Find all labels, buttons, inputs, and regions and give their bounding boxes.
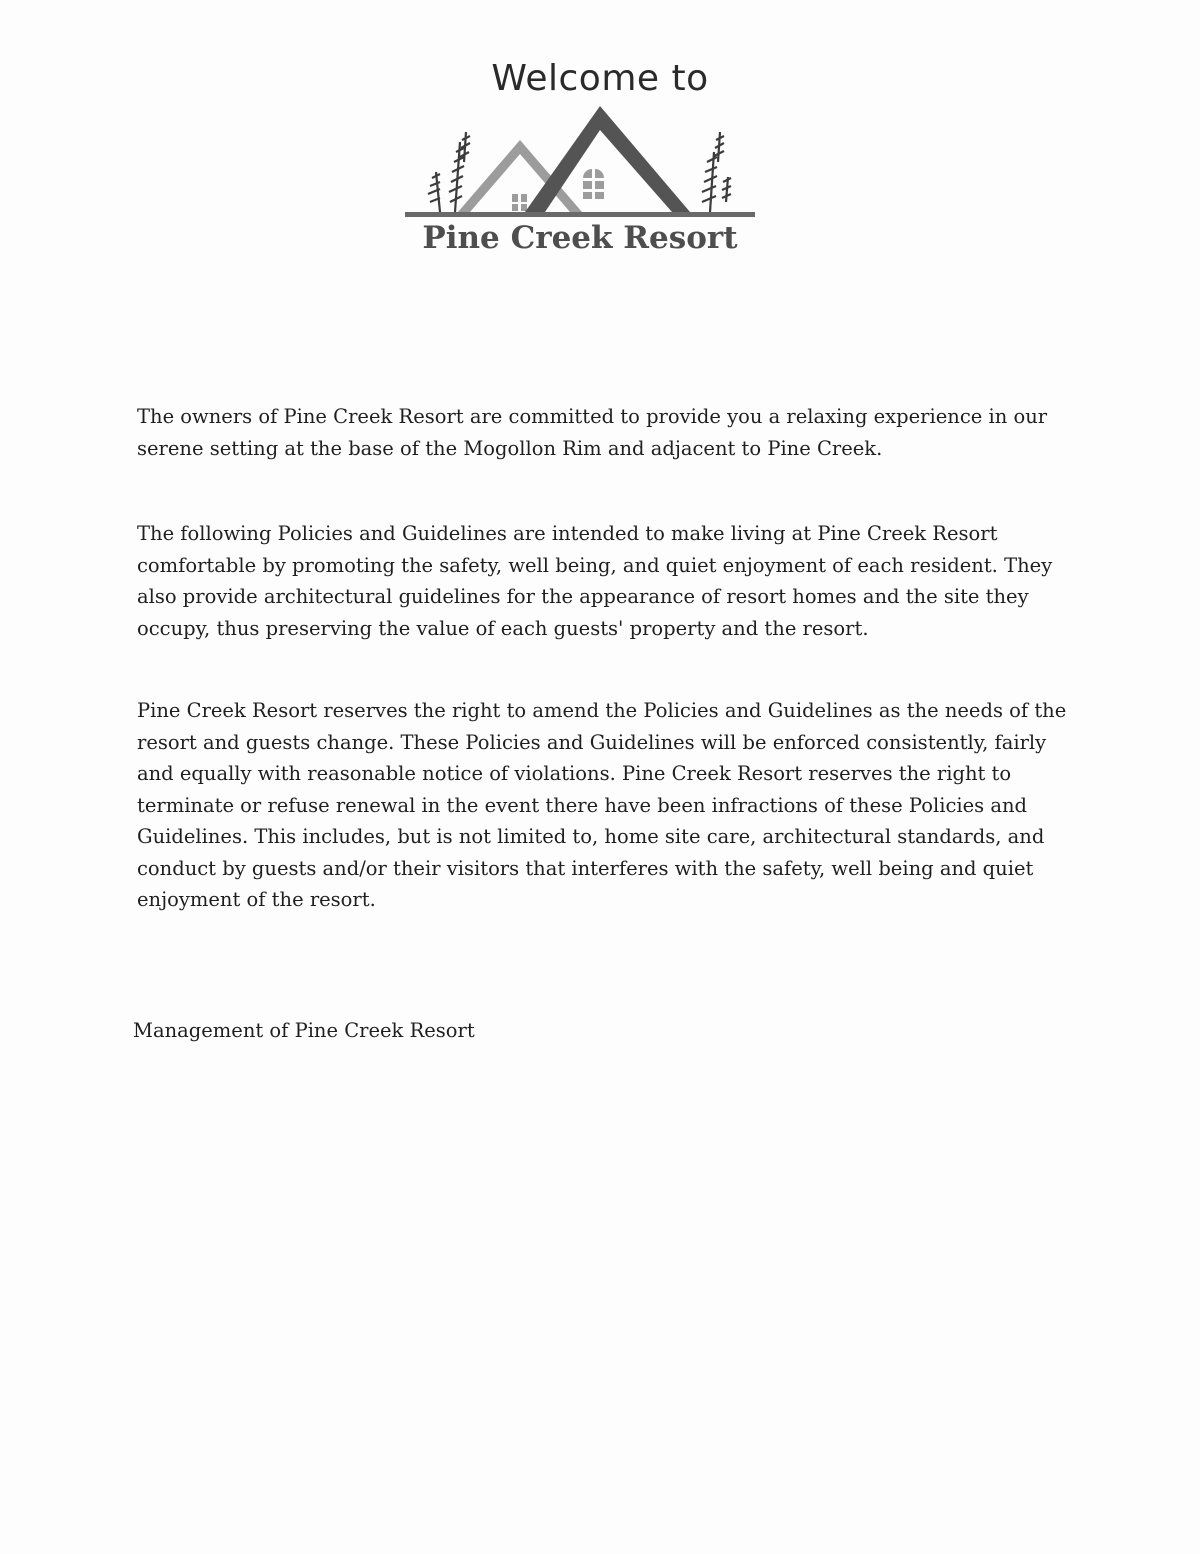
logo-right-trees <box>702 132 731 212</box>
logo-left-trees <box>428 132 470 212</box>
intro-paragraph: The owners of Pine Creek Resort are committed to provide you a relaxing experience in our serene setting at the base of the Mogollon Rim and adjacent to Pine Creek. <box>137 405 1048 460</box>
logo-large-roof <box>525 106 690 212</box>
signature: Management of Pine Creek Resort <box>133 1019 475 1042</box>
brand-name: Pine Creek Resort <box>422 220 738 256</box>
logo-small-window <box>512 194 527 211</box>
welcome-heading: Welcome to <box>491 58 709 99</box>
logo-ground-line <box>405 212 755 217</box>
policies-paragraph: The following Policies and Guidelines are intended to make living at Pine Creek Resort comfortable by promoting the safety, well being, and quiet enjoyment of each resident. They also provide architectural guidelines for the appearance of resort homes and the site they occupy, thus preserving the value of each guests' property and the resort. <box>137 522 1053 640</box>
resort-logo-icon <box>400 102 760 227</box>
amendments-paragraph: Pine Creek Resort reserves the right to amend the Policies and Guidelines as the needs of the resort and guests change. These Policies and Guidelines will be enforced consistently, fairly and equally with reasonable notice of violations. Pine Creek Resort reserves the right to terminate or refuse renewal in the event there have been infractions of these Policies and Guidelines. This includes, but is not limited to, home site care, architectural standards, and conduct by guests and/or their visitors that interferes with the safety, well being and quiet enjoyment of the resort. <box>137 699 1067 911</box>
logo-large-window <box>583 169 604 199</box>
